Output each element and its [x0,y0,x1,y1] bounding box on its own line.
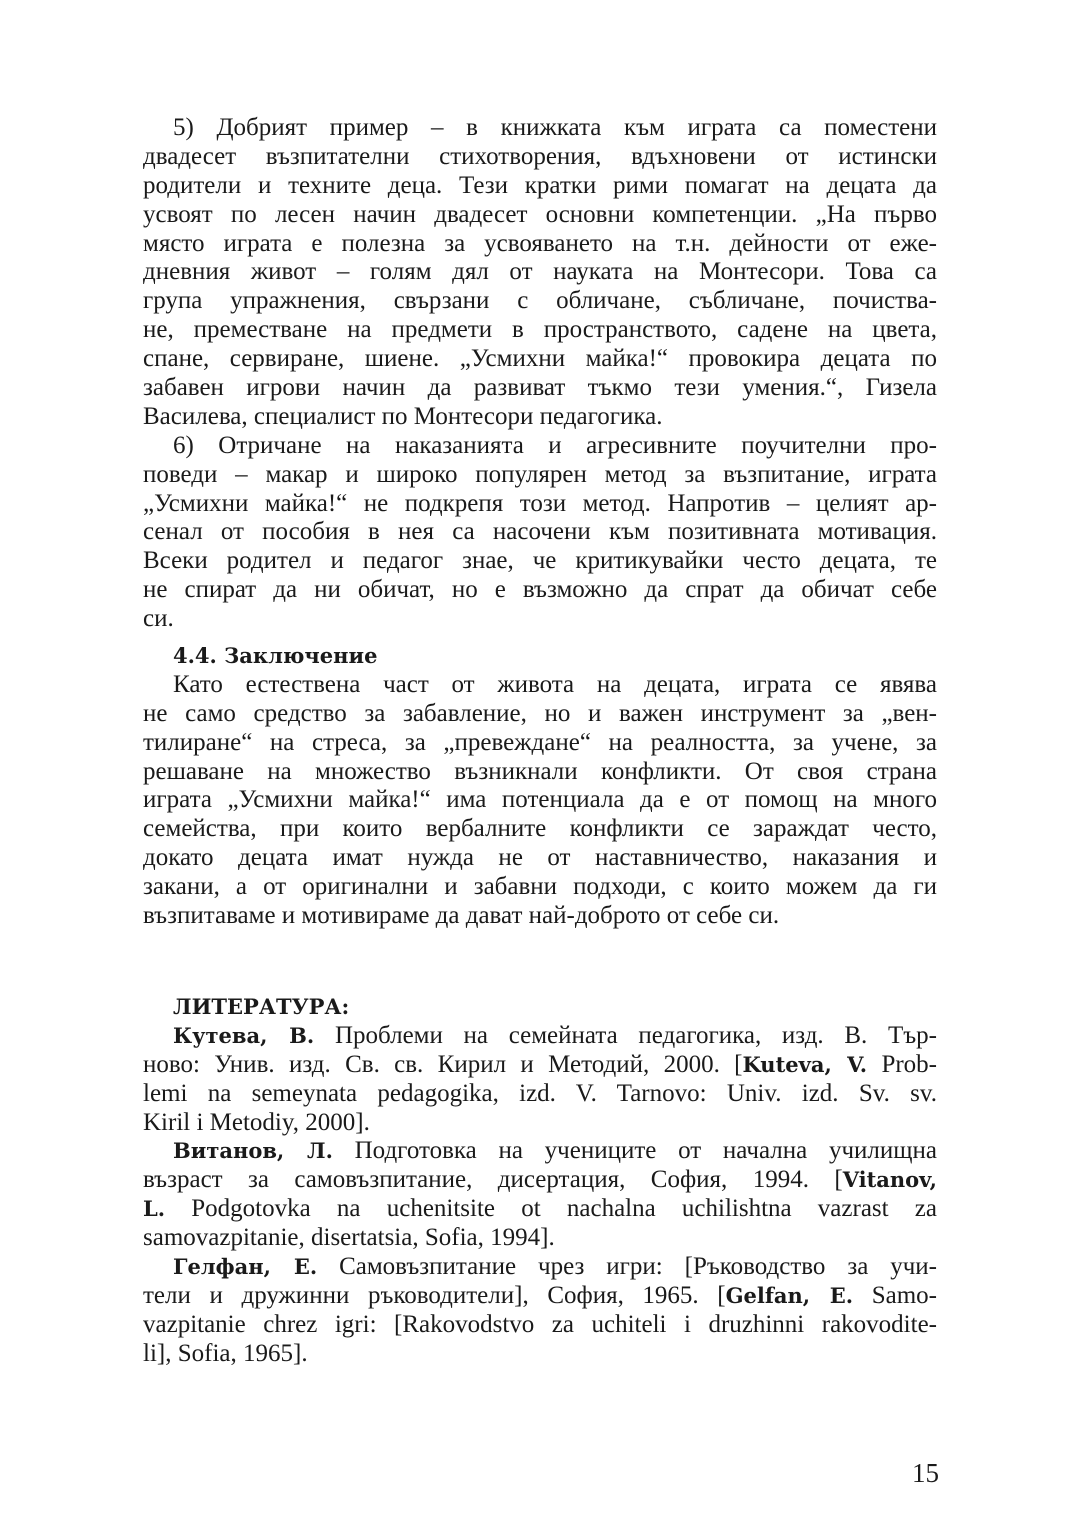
text-line: li], Sofia, 1965]. [143,1339,308,1367]
reference-text: Podgotovka na uchenitsite ot nachalna uchilishtna vazrast za [165,1195,937,1223]
text-line: vazpitanie chrez igri: [Rakovodstvo za uchiteli i druzhinni rakovodite- [143,1310,937,1338]
text-line: спане, сервиране, шиене. „Усмихни майка!“ провокира децата по [143,345,937,373]
text-line: възпитаваме и мотивираме да дават най-доброто от себе си. [143,902,780,930]
text-line: не спират да ни обичат, но е възможно да спрат да обичат себе [143,576,937,604]
author-name: Гелфан, Е. [173,1253,318,1279]
text-line: решаване на множество възникнали конфликти. От своя страна [143,757,937,785]
text-line: дневния живот – голям дял от науката на Монтесори. Това са [143,258,937,286]
author-name: Kuteva, V. [742,1051,868,1077]
text-line: lemi na semeynata pedagogika, izd. V. Tarnovo: Univ. izd. Sv. sv. [143,1079,937,1107]
paragraph [143,432,937,634]
reference-text: Samo- [853,1281,937,1309]
paragraph [143,1253,937,1369]
text-line: Като естествена част от живота на децата, играта се явява [173,670,937,698]
paragraph [143,1137,937,1253]
text-line: докато децата имат нужда не от наставничество, наказания и [143,844,937,872]
text-line: играта „Усмихни майка!“ има потенциала да е от помощ на много [143,786,937,814]
text-line: усвоят по лесен начин двадесет основни компетенции. „На първо [143,200,937,228]
text-line: си. [143,605,174,633]
paragraph [143,114,937,432]
heading-text: 4.4. Заключение [173,643,378,669]
paragraph [143,1022,937,1138]
text-line: тилиране“ на стреса, за „превеждане“ на реалността, за учене, за [143,728,937,756]
paragraph [143,671,937,931]
reference-text: Подготовка на учениците от начална училищна [332,1137,938,1165]
text-line: „Усмихни майка!“ не подкрепя този метод. Напротив – целият ар- [143,489,937,517]
text-line [143,1022,937,1051]
text-line: 6) Отричане на наказанията и агресивните поучителни про- [173,431,937,459]
author-name: Кутева, В. [173,1022,315,1048]
author-name: L. [143,1196,166,1222]
author-name: Vitanov, [842,1167,937,1193]
page-body [143,114,937,1369]
text-line: 5) Добрият пример – в книжката към играта са поместени [173,114,937,141]
text-line: семейства, при които вербалните конфликти се зараждат често, [143,815,937,843]
text-line: двадесет възпитателни стихотворения, вдъхновени от истински [143,142,937,170]
reference-text: тели и дружинни ръководители], София, 1965. [ [143,1281,726,1309]
text-line [143,1166,937,1195]
text-line [143,1195,937,1224]
text-line: забавен игрови начин да развиват тъкмо тези умения.“, Гизела [143,374,937,402]
reference-text: Prob- [867,1050,938,1078]
page-number: 15 [912,1458,939,1488]
author-name: Gelfan, E. [725,1282,854,1308]
reference-text: Самовъзпитание чрез игри: [Ръководство за учи- [317,1252,937,1280]
text-line: не само средство за забавление, но и важен инструмент за „вен- [143,699,937,727]
reference-text: Проблеми на семейната педагогика, изд. В. Тър- [314,1021,937,1049]
text-line: група упражнения, свързани с обличане, събличане, почиства- [143,287,937,315]
heading-text: ЛИТЕРАТУРА: [173,993,350,1019]
reference-text: възраст за самовъзпитание, дисертация, София, 1994. [ [143,1166,843,1194]
spacer [143,931,937,985]
text-line: поведи – макар и широко популярен метод за възпитание, играта [143,460,937,488]
text-line: samovazpitanie, disertatsia, Sofia, 1994]. [143,1224,555,1252]
author-name: Витанов, Л. [173,1138,333,1164]
text-line: закани, а от оригинални и забавни подходи, с които можем да ги [143,873,937,901]
text-line: Василева, специалист по Монтесори педагогика. [143,402,663,430]
section-heading [143,642,937,671]
text-line [143,1051,937,1080]
reference-text: ново: Унив. изд. Св. св. Кирил и Методий, 2000. [ [143,1050,743,1078]
text-line [143,1137,937,1166]
text-line: не, преместване на предмети в пространството, садене на цвета, [143,316,937,344]
text-line [143,1253,937,1282]
text-line: Kiril i Metodiy, 2000]. [143,1108,370,1136]
text-line: родители и техните деца. Тези кратки рими помагат на децата да [143,171,937,199]
text-line: сенал от пособия в нея са насочени към позитивната мотивация. [143,518,937,546]
text-line [143,1282,937,1311]
section-heading [143,993,937,1022]
text-line: Всеки родител и педагог знае, че критикувайки често децата, те [143,547,937,575]
text-line: място играта е полезна за усвояването на т.н. дейности от еже- [143,229,937,257]
